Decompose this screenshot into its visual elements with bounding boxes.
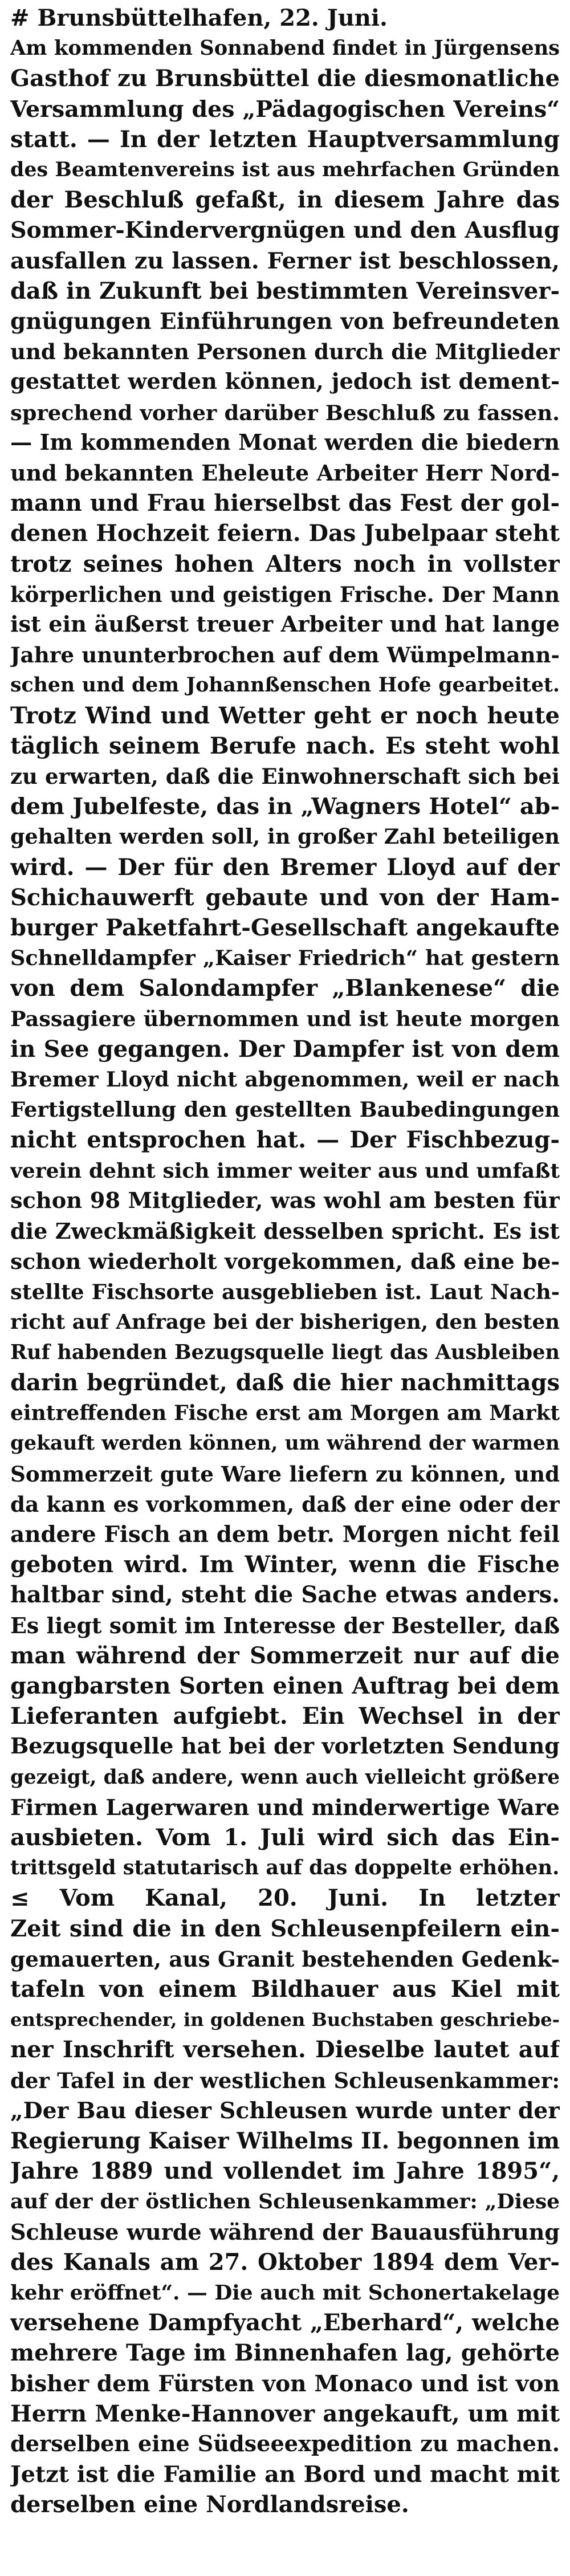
text-line: gnügungen Einführungen von befreundeten — [10, 308, 560, 335]
text-line: sprechend vorher darüber Beschluß zu fassen. — [10, 400, 560, 425]
text-line: Bezugsquelle hat bei der vorletzten Sendung — [10, 1733, 560, 1760]
text-line: Passagiere übernommen und ist heute morgen — [10, 1006, 560, 1031]
text-line: richt auf Anfrage bei der bisherigen, den besten — [10, 1310, 560, 1334]
text-line: tafeln von einem Bildhauer aus Kiel mit — [10, 1976, 560, 2003]
text-line: Trotz Wind und Wetter geht er noch heute — [10, 702, 560, 729]
text-line: Versammlung des „Pädagogischen Vereins“ — [10, 96, 560, 123]
text-line: Zeit sind die in den Schleusenpfeilern ein- — [10, 1915, 560, 1942]
text-line: Lieferanten aufgiebt. Ein Wechsel in der — [10, 1703, 560, 1730]
text-line: ausfallen zu lassen. Ferner ist beschlossen, — [10, 247, 560, 274]
newspaper-clipping — [10, 0, 560, 2576]
text-line: mehrere Tage im Binnenhafen lag, gehörte — [10, 2340, 560, 2367]
text-line: Jahre ununterbrochen auf dem Wümpelmann- — [10, 642, 560, 668]
text-line: Sommer-Kindervergnügen und den Ausflug — [10, 217, 560, 244]
text-line: gekauft werden können, um während der warmen — [10, 1432, 560, 1455]
text-line: des Kanals am 27. Oktober 1894 dem Ver- — [10, 2248, 560, 2276]
text-line: statt. — In der letzten Hauptversammlung — [10, 125, 560, 153]
text-line: dem Jubelfeste, das in „Wagners Hotel“ ab- — [10, 793, 560, 820]
text-line: gezeigt, daß andere, wenn auch vielleicht größere — [10, 1765, 560, 1789]
text-line: Es liegt somit im Interesse der Besteller, daß — [10, 1612, 560, 1638]
text-line: Jetzt ist die Familie an Bord und macht mit — [10, 2461, 560, 2488]
text-line: burger Paketfahrt-Gesellschaft angekaufte — [10, 914, 560, 941]
text-line: ner Inschrift versehen. Dieselbe lautet auf — [10, 2036, 560, 2064]
text-line: bisher dem Fürsten von Monaco und ist von — [10, 2370, 560, 2397]
text-line: zu erwarten, daß die Einwohnerschaft sich bei — [10, 764, 560, 789]
text-line: entsprechender, in goldenen Buchstaben geschriebe- — [10, 2009, 560, 2031]
text-line: gestattet werden können, jedoch ist dement- — [10, 369, 560, 395]
text-line: versehene Dampfyacht „Eberhard“, welche — [10, 2309, 560, 2337]
text-line: gemauerten, aus Granit bestehenden Gedenk- — [10, 1946, 560, 1972]
text-line: der Beschluß gefaßt, in diesem Jahre das — [10, 186, 560, 214]
text-line: haltbar sind, steht die Sache etwas anders. — [10, 1582, 560, 1609]
text-line: Am kommenden Sonnabend findet in Jürgensens — [10, 36, 560, 60]
text-line: in See gegangen. Der Dampfer ist von dem — [10, 1035, 560, 1063]
text-line: — Im kommenden Monat werden die biedern — [10, 429, 560, 455]
dateline-vom-kanal: ≤ Vom Kanal, 20. Juni. In letzter — [10, 1885, 560, 1912]
text-line: ausbieten. Vom 1. Juli wird sich das Ein- — [10, 1824, 560, 1851]
text-line: der Tafel in der westlichen Schleusenkammer: — [10, 2068, 560, 2093]
text-line: Jahre 1889 und vollendet im Jahre 1895“, — [10, 2158, 560, 2185]
text-line: eintreffenden Fische erst am Morgen am Markt — [10, 1401, 560, 1426]
text-line: Schleuse wurde während der Bauausführung — [10, 2219, 560, 2245]
text-line: „Der Bau dieser Schleusen wurde unter der — [10, 2097, 560, 2124]
text-line: gehalten werden soll, in großer Zahl beteiligen — [10, 824, 560, 849]
text-line: und bekannten Eheleute Arbeiter Herr Nord- — [10, 460, 560, 486]
text-line: Fertigstellung den gestellten Baubedingungen — [10, 1097, 560, 1122]
text-line: und bekannten Personen durch die Mitglieder — [10, 339, 560, 365]
text-line: Regierung Kaiser Wilhelms II. begonnen im — [10, 2128, 560, 2154]
text-line: da kann es vorkommen, daß der eine oder der — [10, 1491, 560, 1517]
text-line: darin begründet, daß die hier nachmittags — [10, 1369, 560, 1396]
text-line: Firmen Lagerwaren und minderwertige Ware — [10, 1794, 560, 1820]
text-line: schen und dem Johannßenschen Hofe gearbeitet. — [10, 673, 560, 697]
text-line: man während der Sommerzeit nur auf die — [10, 1642, 560, 1669]
text-line: trotz seines hohen Alters noch in vollster — [10, 550, 560, 577]
text-line: auf der der östlichen Schleusenkammer: „Diese — [10, 2190, 560, 2214]
text-line: ist ein äußerst treuer Arbeiter und hat lange — [10, 612, 560, 637]
text-line: Sommerzeit gute Ware liefern zu können, und — [10, 1461, 560, 1487]
text-line: Ruf habenden Bezugsquelle liegt das Ausbleiben — [10, 1340, 560, 1364]
text-line: gangbarsten Sorten einen Auftrag bei dem — [10, 1672, 560, 1699]
text-line: Bremer Lloyd nicht abgenommen, weil er nach — [10, 1067, 560, 1092]
text-line: verein dehnt sich immer weiter aus und umfaßt — [10, 1158, 560, 1183]
text-line: kehr eröffnet“. — Die auch mit Schonertakelage — [10, 2281, 560, 2305]
text-line: wird. — Der für den Bremer Lloyd auf der — [10, 853, 560, 881]
text-line: stellte Fischsorte ausgeblieben ist. Laut Nach- — [10, 1279, 560, 1305]
text-line: die Zweckmäßigkeit desselben spricht. Es ist — [10, 1218, 560, 1244]
text-line: daß in Zukunft bei bestimmten Vereinsver- — [10, 278, 560, 304]
text-line: Schnelldampfer „Kaiser Friedrich“ hat gestern — [10, 946, 560, 971]
text-line: schon wiederholt vorgekommen, daß eine be- — [10, 1249, 560, 1275]
text-line: derselben eine Nordlandsreise. — [10, 2491, 409, 2518]
text-line: Gasthof zu Brunsbüttel die diesmonatliche — [10, 65, 560, 92]
text-line: des Beamtenvereins ist aus mehrfachen Gründen — [10, 158, 560, 181]
text-line: denen Hochzeit feiern. Das Jubelpaar steht — [10, 520, 560, 547]
text-line: nicht entsprochen hat. — Der Fischbezug- — [10, 1126, 560, 1154]
text-line: täglich seinem Berufe nach. Es steht wohl — [10, 732, 560, 759]
dateline-brunsbuettelhafen: # Brunsbüttelhafen, 22. Juni. — [10, 5, 388, 31]
text-line: schon 98 Mitglieder, was wohl am besten für — [10, 1187, 560, 1214]
text-line: körperlichen und geistigen Frische. Der Mann — [10, 581, 560, 607]
text-line: von dem Salondampfer „Blankenese“ die — [10, 975, 560, 1002]
text-line: Herrn Menke-Hannover angekauft, um mit — [10, 2400, 560, 2427]
text-line: geboten wird. Im Winter, wenn die Fische — [10, 1551, 560, 1578]
text-line: Schichauwerft gebaute und von der Ham- — [10, 884, 560, 911]
text-line: trittsgeld statutarisch auf das doppelte erhöhen. — [10, 1856, 560, 1880]
text-line: derselben eine Südseeexpedition zu machen. — [10, 2431, 560, 2457]
text-line: andere Fisch an dem betr. Morgen nicht feil — [10, 1521, 560, 1548]
text-line: mann und Frau hierselbst das Fest der gol- — [10, 490, 560, 517]
